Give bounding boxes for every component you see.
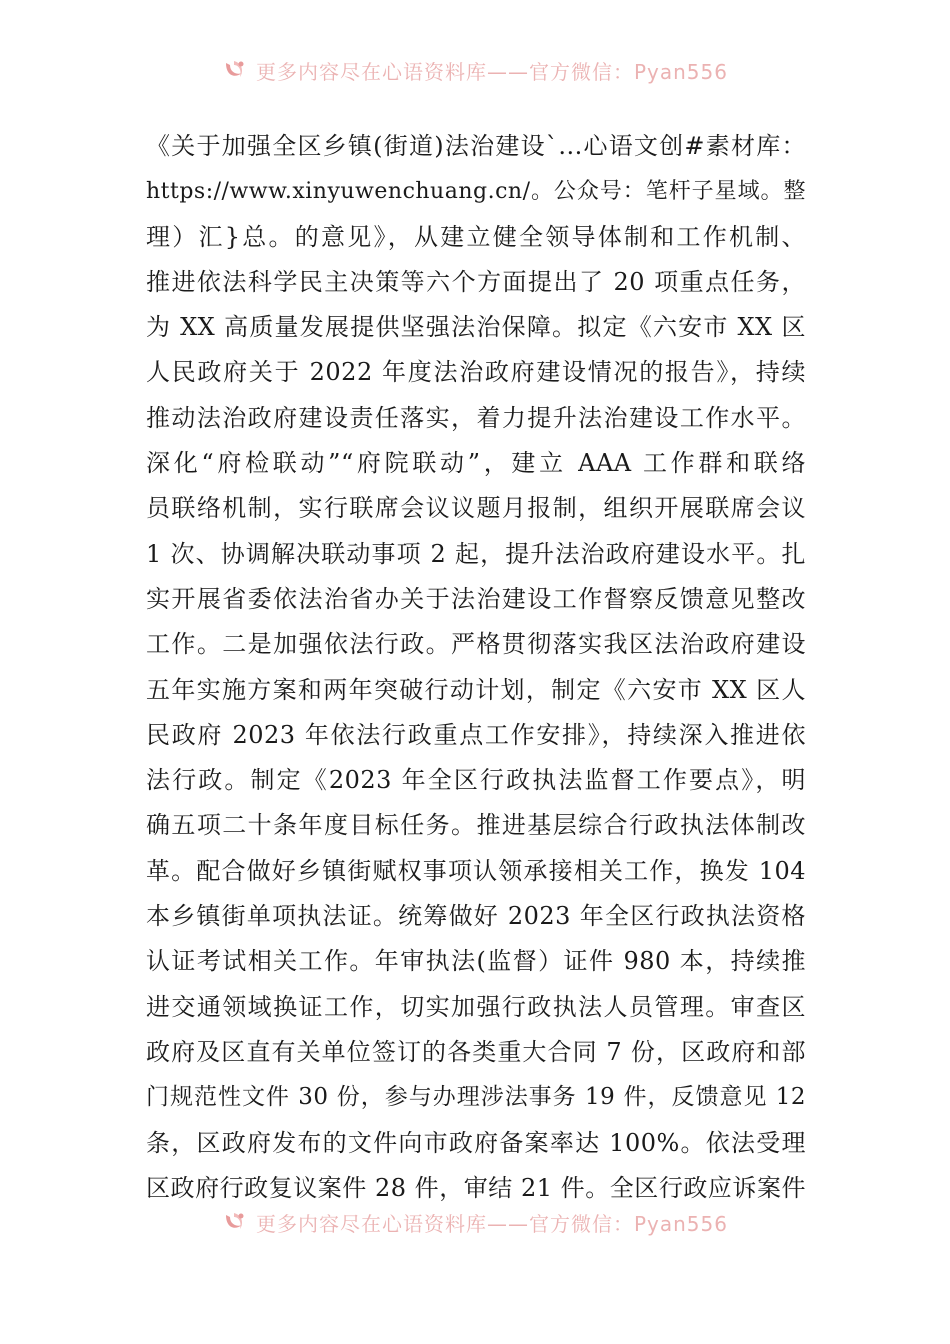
header-watermark-text: 更多内容尽在心语资料库——官方微信：Pyan556 bbox=[255, 59, 728, 84]
body-text-line: 工作。二是加强依法行政。严格贯彻落实我区法治政府建设 bbox=[146, 630, 806, 659]
watermark-logo-icon bbox=[222, 1209, 248, 1235]
body-text-line: 区政府行政复议案件 28 件，审结 21 件。全区行政应诉案件 bbox=[146, 1173, 806, 1202]
body-text-line: 门规范性文件 30 份，参与办理涉法事务 19 件，反馈意见 12 bbox=[146, 1084, 806, 1111]
body-text-line: 为 XX 高质量发展提供坚强法治保障。拟定《六安市 XX 区 bbox=[146, 313, 806, 342]
watermark-logo-icon bbox=[222, 57, 248, 83]
body-text-line: 员联络机制，实行联席会议议题月报制，组织开展联席会议 bbox=[146, 494, 806, 523]
body-text-line: 推动法治政府建设责任落实，着力提升法治建设工作水平。 bbox=[146, 403, 806, 432]
body-text-line: 条，区政府发布的文件向市政府备案率达 100%。依法受理 bbox=[146, 1128, 806, 1157]
header-watermark bbox=[0, 53, 950, 87]
body-text-line: 人民政府关于 2022 年度法治政府建设情况的报告》，持续 bbox=[146, 358, 806, 387]
footer-watermark-text: 更多内容尽在心语资料库——官方微信：Pyan556 bbox=[255, 1211, 728, 1236]
body-text-line: 法行政。制定《2023 年全区行政执法监督工作要点》，明 bbox=[146, 766, 806, 795]
body-text-line: 认证考试相关工作。年审执法(监督）证件 980 本，持续推 bbox=[146, 947, 806, 976]
footer-watermark bbox=[0, 1205, 950, 1239]
body-text-line: 深化“府检联动”“府院联动”，建立 AAA 工作群和联络 bbox=[146, 449, 806, 478]
body-text-line: 民政府 2023 年依法行政重点工作安排》，持续深入推进依 bbox=[146, 720, 806, 749]
body-text-line: 革。配合做好乡镇街赋权事项认领承接相关工作，换发 104 bbox=[146, 856, 806, 885]
body-text-line: https://www.xinyuwenchuang.cn/。公众号：笔杆子星域。整 bbox=[146, 179, 806, 205]
body-text-line: 进交通领域换证工作，切实加强行政执法人员管理。审查区 bbox=[146, 992, 806, 1021]
body-text-line: 本乡镇街单项执法证。统筹做好 2023 年全区行政执法资格 bbox=[146, 902, 806, 931]
body-text-line: 理）汇}总。的意见》，从建立健全领导体制和工作机制、 bbox=[146, 222, 806, 251]
body-text-line: 推进依法科学民主决策等六个方面提出了 20 项重点任务， bbox=[146, 267, 806, 296]
body-text-line: 确五项二十条年度目标任务。推进基层综合行政执法体制改 bbox=[146, 811, 806, 840]
body-text-line: 五年实施方案和两年突破行动计划，制定《六安市 XX 区人 bbox=[146, 675, 806, 704]
body-text-line: 实开展省委依法治省办关于法治建设工作督察反馈意见整改 bbox=[146, 584, 806, 613]
body-text-line: 1 次、协调解决联动事项 2 起，提升法治政府建设水平。扎 bbox=[146, 539, 806, 568]
body-text-line: 《关于加强全区乡镇(街道)法治建设`...心语文创#素材库： bbox=[146, 132, 806, 160]
document-body bbox=[146, 124, 806, 1211]
body-text-line: 政府及区直有关单位签订的各类重大合同 7 份，区政府和部 bbox=[146, 1037, 806, 1066]
